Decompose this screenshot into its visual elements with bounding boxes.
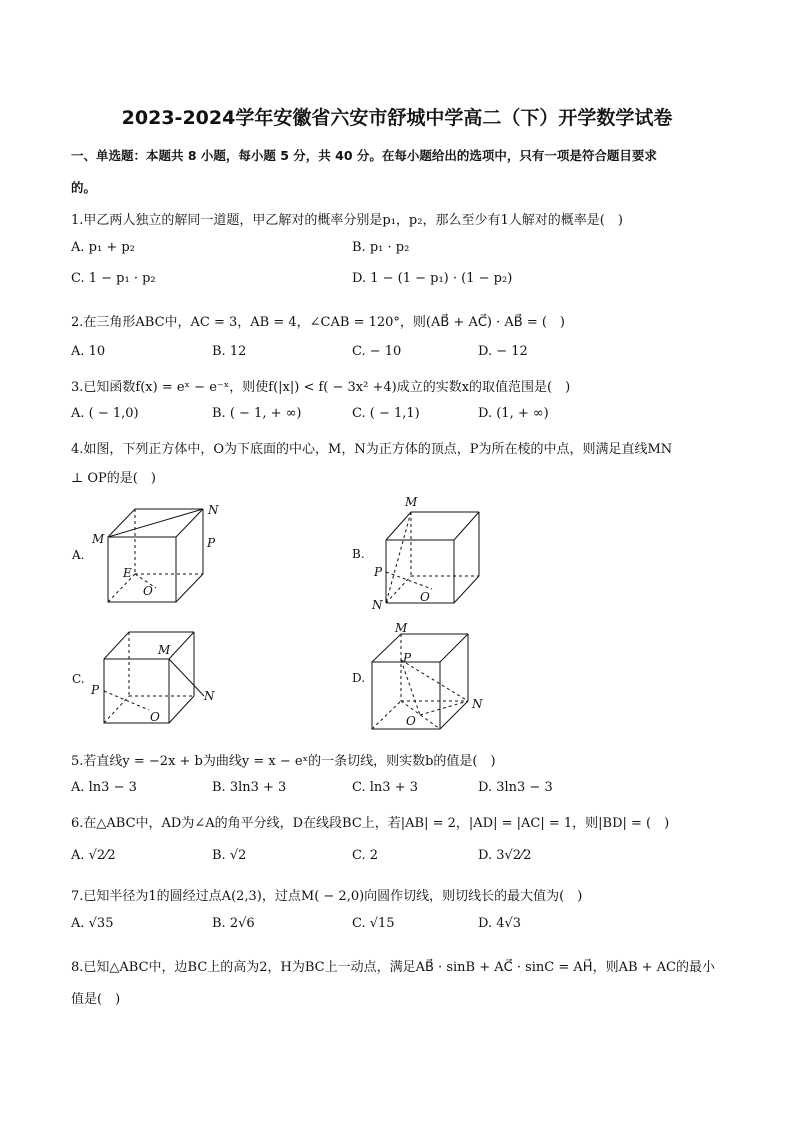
q4-figure-d-option: D. — [352, 671, 366, 685]
q1-option-b: B. p₁ · p₂ — [352, 240, 410, 255]
q4-stem-line1: 4.如图，下列正方体中，O为下底面的中心，M，N为正方体的顶点，P为所在棱的中点，则满足直线MN — [71, 442, 673, 457]
q3-option-d: D. (1, + ∞) — [478, 406, 549, 421]
q4-figure-c-option: C. — [72, 672, 85, 686]
label-o: O — [150, 710, 160, 724]
cube-diagram-b — [348, 492, 498, 617]
cube-diagram-a — [68, 500, 258, 610]
q4-figure-d — [348, 620, 498, 735]
q3-option-a: A. ( − 1,0) — [71, 406, 139, 421]
q8-stem-line1: 8.已知△ABC中，边BC上的高为2，H为BC上一动点，满足AB⃗ · sinB + AC⃗ · sinC = AH⃗，则AB + AC的最小 — [71, 960, 716, 975]
q3-option-c: C. ( − 1,1) — [352, 406, 420, 421]
q8-stem-line2: 值是( ) — [71, 992, 121, 1007]
label-o: O — [420, 590, 430, 604]
q3-stem: 3.已知函数f(x) = eˣ − e⁻ˣ，则使f(|x|) < f( − 3x² +4)成立的实数x的取值范围是( ) — [71, 380, 571, 395]
label-m: M — [92, 532, 105, 546]
label-p: P — [91, 683, 100, 697]
q5-option-c: C. ln3 + 3 — [352, 780, 418, 795]
q7-stem: 7.已知半径为1的圆经过点A(2,3)，过点M( − 2,0)向圆作切线，则切线长的最大值为( ) — [71, 889, 583, 904]
label-m: M — [405, 495, 418, 509]
q6-stem: 6.在△ABC中，AD为∠A的角平分线，D在线段BC上，若|AB| = 2，|AD| = |AC| = 1，则|BD| = ( ) — [71, 816, 670, 831]
q2-option-b: B. 12 — [212, 344, 247, 359]
label-n: N — [208, 503, 219, 517]
exam-title: 2023-2024学年安徽省六安市舒城中学高二（下）开学数学试卷 — [121, 107, 673, 129]
label-m: M — [395, 621, 408, 635]
q1-option-c: C. 1 − p₁ · p₂ — [71, 271, 156, 286]
q7-option-b: B. 2√6 — [212, 916, 255, 931]
label-p: P — [374, 565, 383, 579]
label-m: M — [158, 643, 171, 657]
q2-option-d: D. − 12 — [478, 344, 528, 359]
label-p: P — [403, 651, 412, 665]
label-n: N — [472, 697, 483, 711]
q1-option-a: A. p₁ + p₂ — [71, 240, 135, 255]
q7-option-a: A. √35 — [71, 916, 114, 931]
q3-option-b: B. ( − 1, + ∞) — [212, 406, 302, 421]
q5-option-d: D. 3ln3 − 3 — [478, 780, 553, 795]
section-heading-line1: 一、单选题：本题共 8 小题，每小题 5 分，共 40 分。在每小题给出的选项中，只有一项是符合题目要求 — [71, 148, 657, 163]
q2-stem: 2.在三角形ABC中，AC = 3，AB = 4，∠CAB = 120°，则(AB⃗ + AC⃗) · AB⃗ = ( ) — [71, 315, 565, 330]
cube-diagram-c — [68, 624, 258, 734]
label-p: P — [207, 536, 216, 550]
q1-option-d: D. 1 − (1 − p₁) · (1 − p₂) — [352, 271, 513, 286]
label-o: O — [406, 714, 416, 728]
q1-stem: 1.甲乙两人独立的解同一道题，甲乙解对的概率分别是p₁，p₂，那么至少有1人解对的概率是( ) — [71, 213, 623, 228]
q6-option-b: B. √2 — [212, 848, 247, 863]
label-o: O — [143, 584, 153, 598]
q7-option-c: C. √15 — [352, 916, 395, 931]
label-n: N — [372, 598, 383, 612]
q6-option-c: C. 2 — [352, 848, 379, 863]
q5-stem: 5.若直线y = −2x + b为曲线y = x − eˣ的一条切线，则实数b的值是( ) — [71, 754, 496, 769]
q2-option-a: A. 10 — [71, 344, 106, 359]
q4-stem-line2: ⊥ OP的是( ) — [71, 471, 156, 486]
q4-figure-a — [68, 500, 258, 610]
q5-option-a: A. ln3 − 3 — [71, 780, 137, 795]
q2-option-c: C. − 10 — [352, 344, 402, 359]
section-heading-line2: 的。 — [71, 180, 97, 195]
q6-option-d: D. 3√2⁄2 — [478, 848, 532, 863]
q7-option-d: D. 4√3 — [478, 916, 522, 931]
q6-option-a: A. √2⁄2 — [71, 848, 116, 863]
q4-figure-b-option: B. — [352, 547, 365, 561]
q4-figure-a-option: A. — [72, 548, 85, 562]
q4-figure-c — [68, 624, 258, 734]
label-n: N — [204, 689, 215, 703]
q4-figure-b — [348, 492, 498, 617]
cube-diagram-d — [348, 620, 498, 735]
label-e: E — [123, 566, 132, 580]
q5-option-b: B. 3ln3 + 3 — [212, 780, 287, 795]
